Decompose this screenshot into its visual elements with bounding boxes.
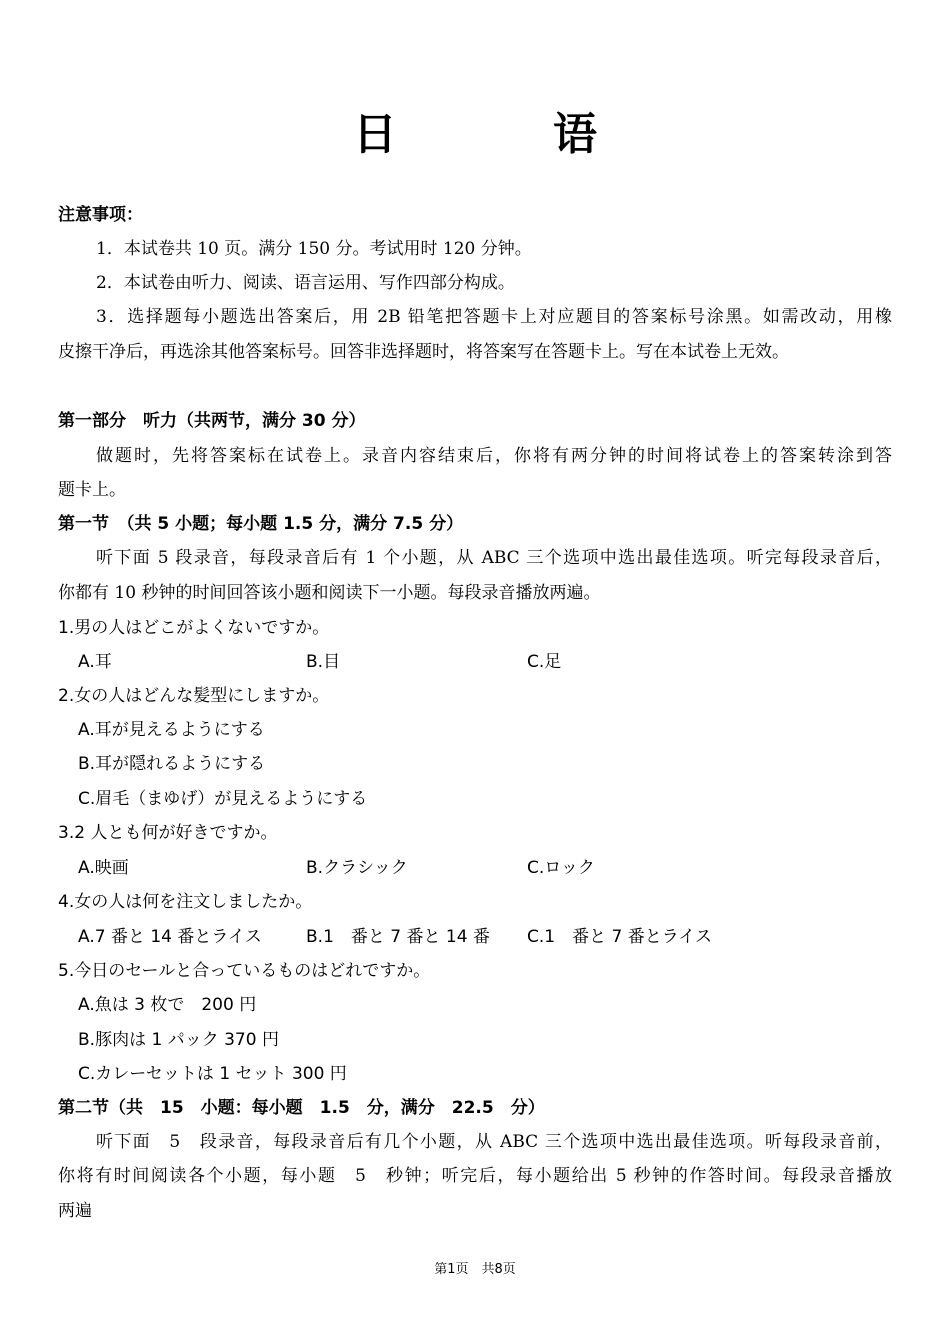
question-3: 3.2 人とも何が好きですか。 <box>58 823 278 843</box>
option-a: A.7 番と 14 番とライス <box>78 927 262 947</box>
notice-item-3: 3．选择题每小题选出答案后，用 2B 铅笔把答题卡上对应题目的答案标号涂黑。如需改动，用橡 <box>96 307 892 327</box>
option-c: C.足 <box>527 652 562 672</box>
notice-item-3-cont: 皮擦干净后，再选涂其他答案标号。回答非选择题时，将答案写在答题卡上。写在本试卷上无效。 <box>58 342 789 362</box>
question-3-options <box>0 857 950 879</box>
option-a: A.耳が見えるようにする <box>78 720 265 740</box>
option-b: B.目 <box>306 652 341 672</box>
question-1-options <box>0 651 950 673</box>
question-4: 4.女の人は何を注文しましたか。 <box>58 892 313 912</box>
option-c: C.ロック <box>527 858 595 878</box>
section2-heading: 第二节（共 15 小题：每小题 1.5 分，满分 22.5 分） <box>58 1098 545 1118</box>
option-a: A.映画 <box>78 858 129 878</box>
question-2: 2.女の人はどんな髪型にしますか。 <box>58 686 330 706</box>
option-c: C.カレーセットは 1 セット 300 円 <box>78 1064 347 1084</box>
option-b: B.耳が隠れるようにする <box>78 754 266 774</box>
section2-intro-cont: 你将有时间阅读各个小题，每小题 5 秒钟；听完后，每小题给出 5 秒钟的作答时间。每段录音播放 <box>58 1166 892 1186</box>
option-b: B.クラシック <box>306 858 408 878</box>
part1-intro: 做题时，先将答案标在试卷上。录音内容结束后，你将有两分钟的时间将试卷上的答案转涂到答 <box>96 446 892 466</box>
section2-intro: 听下面 5 段录音，每段录音后有几个小题，从 ABC 三个选项中选出最佳选项。听每段录音前， <box>96 1132 892 1152</box>
page-footer: 第1页 共8页 <box>434 1262 516 1277</box>
page-title: 日 语 <box>353 109 653 160</box>
part1-intro-cont: 题卡上。 <box>58 480 126 500</box>
option-b: B.1 番と 7 番と 14 番 <box>306 927 490 947</box>
part1-heading: 第一部分 听力（共两节，满分 30 分） <box>58 411 366 431</box>
option-a: A.耳 <box>78 652 112 672</box>
section1-heading: 第一节 （共 5 小题；每小题 1.5 分，满分 7.5 分） <box>58 514 464 534</box>
section2-intro-end: 两遍 <box>58 1201 92 1221</box>
section1-intro-cont: 你都有 10 秒钟的时间回答该小题和阅读下一小题。每段录音播放两遍。 <box>58 583 601 603</box>
option-c: C.眉毛（まゆげ）が見えるようにする <box>78 789 368 809</box>
option-a: A.魚は 3 枚で 200 円 <box>78 995 257 1015</box>
option-c: C.1 番と 7 番とライス <box>527 927 713 947</box>
question-5: 5.今日のセールと合っているものはどれですか。 <box>58 961 431 981</box>
notice-heading: 注意事项： <box>58 205 143 225</box>
section1-intro: 听下面 5 段录音，每段录音后有 1 个小题，从 ABC 三个选项中选出最佳选项。听完每段录音后， <box>96 548 892 568</box>
question-4-options <box>0 926 950 948</box>
question-1: 1.男の人はどこがよくないですか。 <box>58 618 330 638</box>
notice-item-2: 2．本试卷由听力、阅读、语言运用、写作四部分构成。 <box>96 273 515 293</box>
option-b: B.豚肉は 1 パック 370 円 <box>78 1030 279 1050</box>
notice-item-1: 1．本试卷共 10 页。满分 150 分。考试用时 120 分钟。 <box>96 239 532 259</box>
